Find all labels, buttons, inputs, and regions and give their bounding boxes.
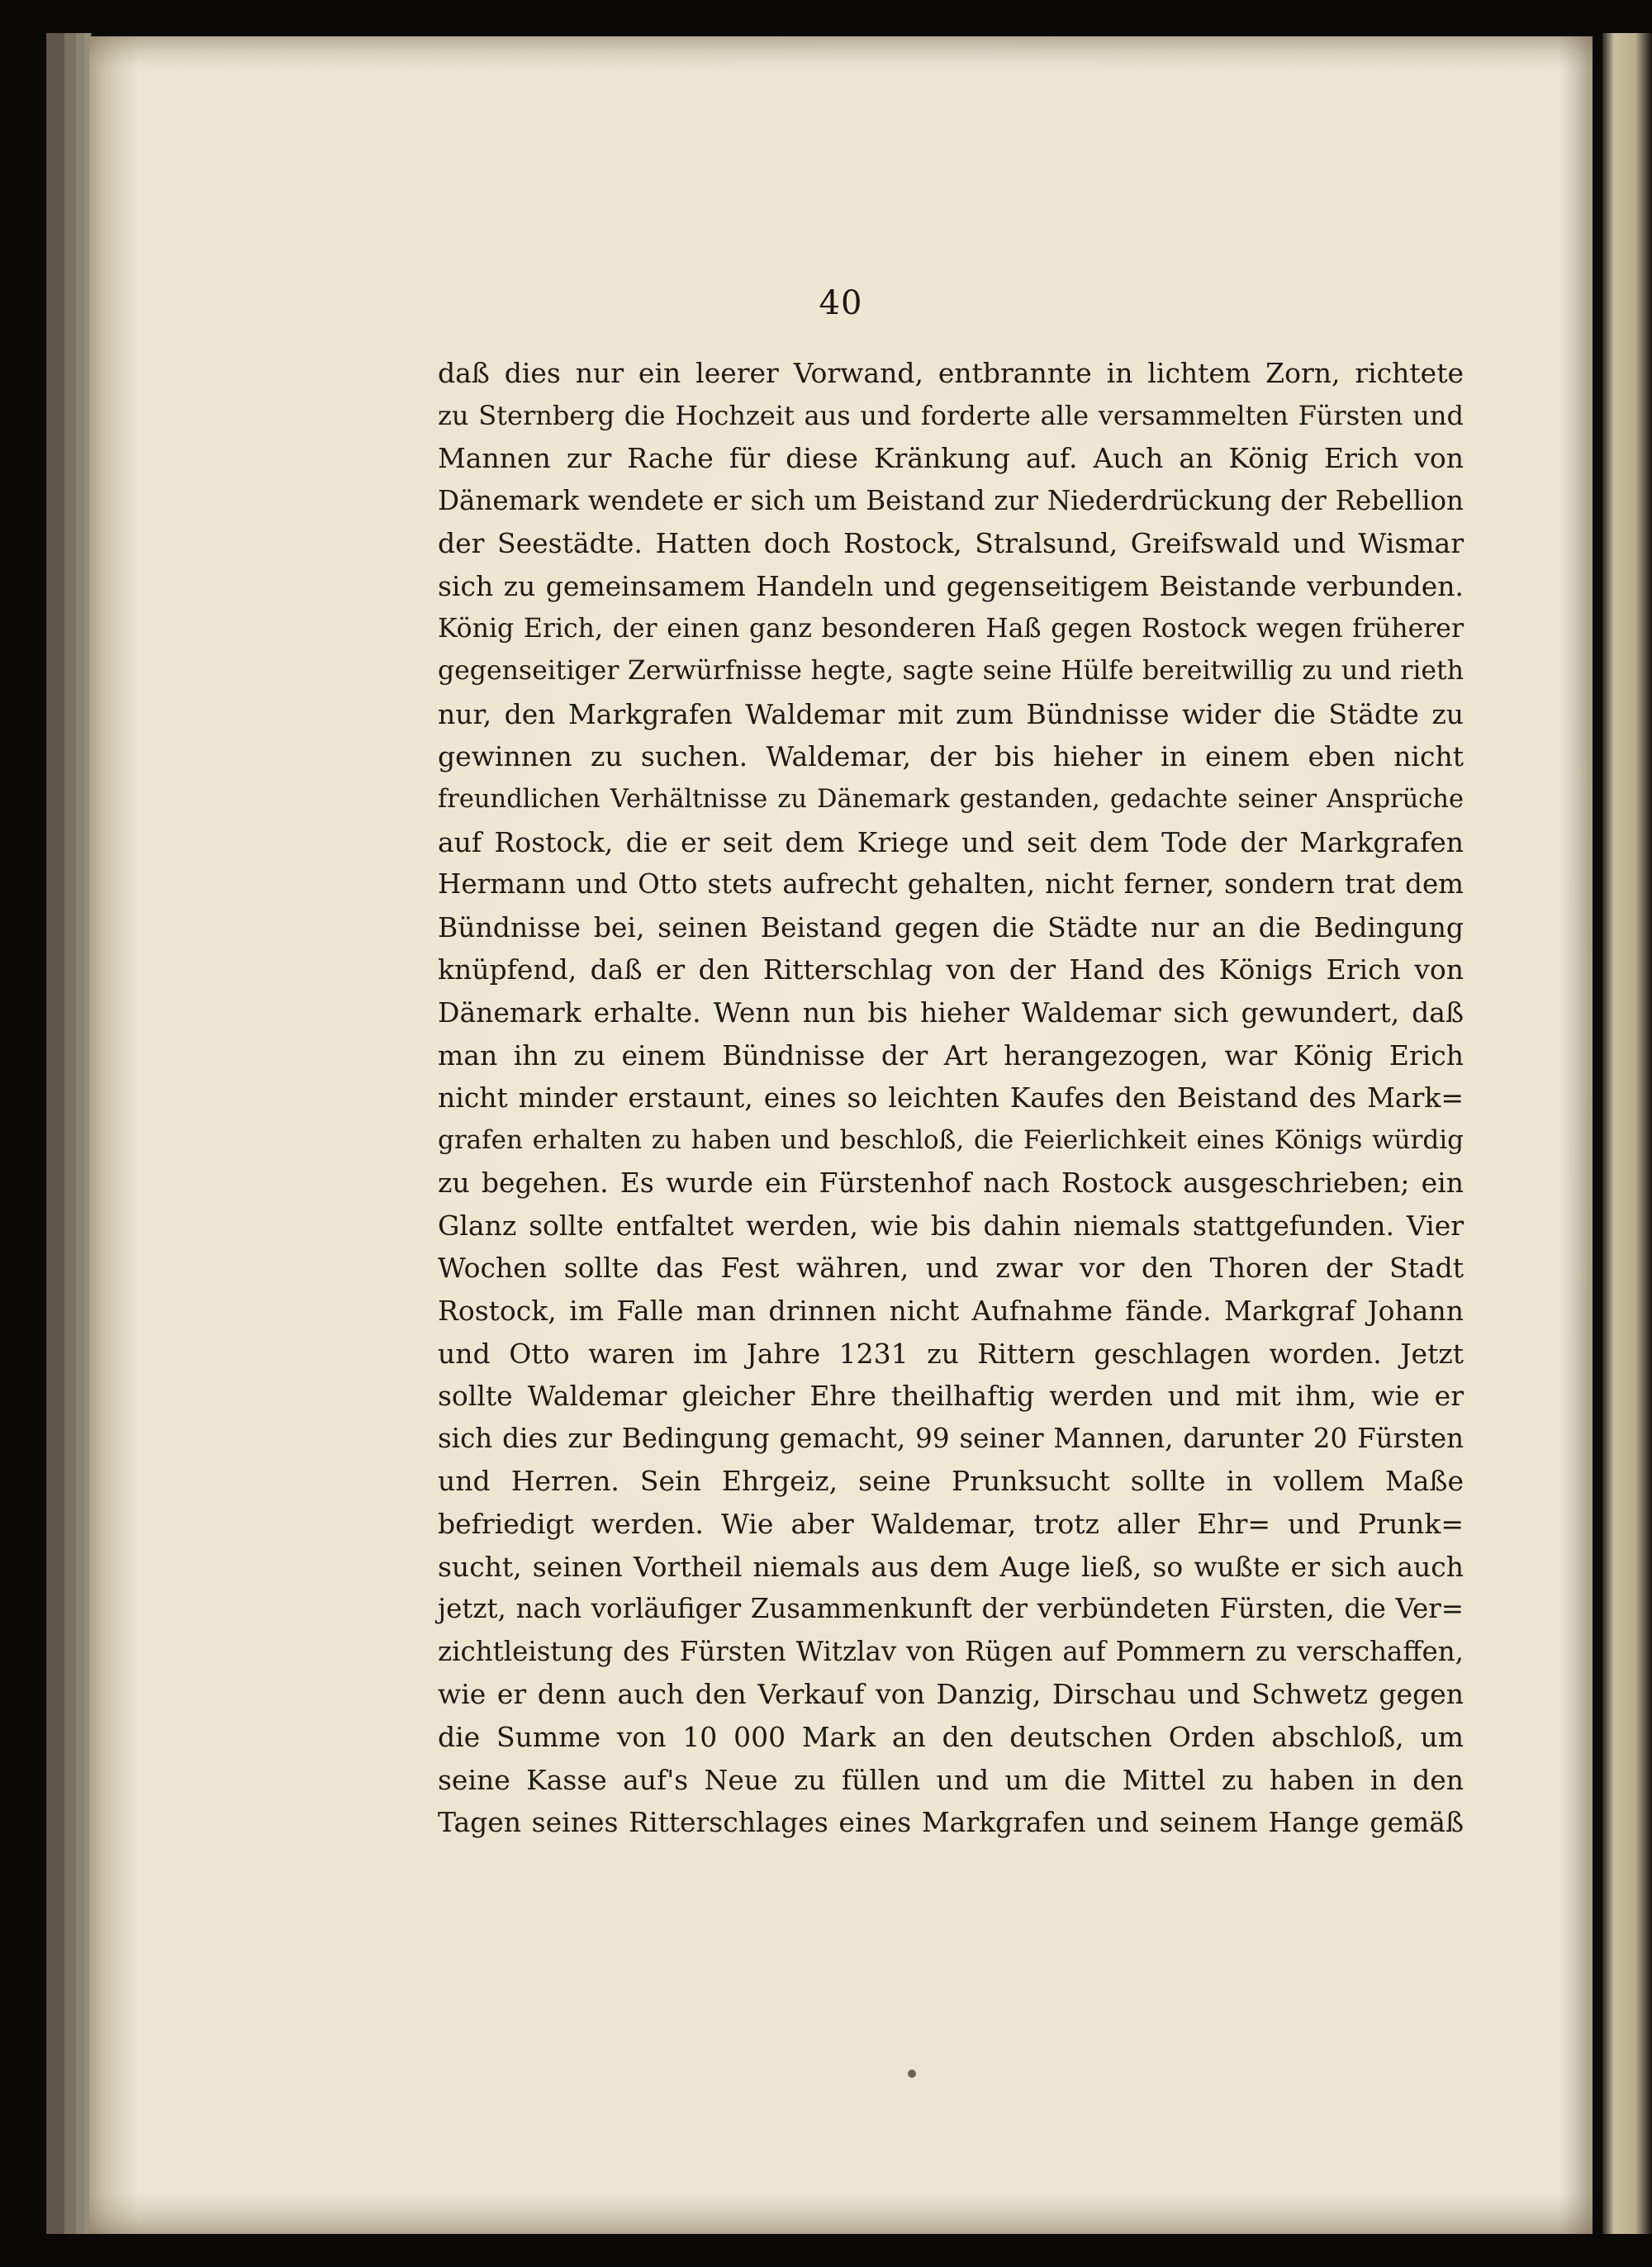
text-line: jetzt, nach vorläufiger Zusammenkunft der verbündeten Fürsten, die Ver= — [438, 1593, 1464, 1625]
body-text — [438, 352, 1464, 1844]
page-number: 40 — [819, 284, 863, 322]
text-line: daß dies nur ein leerer Vorwand, entbrannte in lichtem Zorn, richtete — [438, 357, 1464, 389]
text-line: Dänemark wendete er sich um Beistand zur Niederdrückung der Rebellion — [438, 484, 1464, 516]
facing-page-edge — [1602, 33, 1652, 2234]
ink-speck — [908, 2070, 916, 2078]
text-line: freundlichen Verhältnisse zu Dänemark gestanden, gedachte seiner Ansprüche — [438, 784, 1464, 814]
text-line: Rostock, im Falle man drinnen nicht Aufnahme fände. Markgraf Johann — [438, 1295, 1464, 1328]
paper-page — [89, 36, 1593, 2234]
text-line: zu begehen. Es wurde ein Fürstenhof nach Rostock ausgeschrieben; ein — [438, 1167, 1464, 1200]
text-line: Glanz sollte entfaltet werden, wie bis dahin niemals stattgefunden. Vier — [438, 1209, 1464, 1242]
text-line: sich zu gemeinsamem Handeln und gegenseitigem Beistande verbunden. — [438, 569, 1464, 602]
text-line: sollte Waldemar gleicher Ehre theilhaftig werden und mit ihm, wie er — [438, 1380, 1464, 1413]
text-line: Dänemark erhalte. Wenn nun bis hieher Waldemar sich gewundert, daß — [438, 996, 1464, 1029]
text-line: man ihn zu einem Bündnisse der Art herangezogen, war König Erich — [438, 1038, 1464, 1072]
text-line: Bündnisse bei, seinen Beistand gegen die Städte nur an die Bedingung — [438, 910, 1464, 943]
text-line: sich dies zur Bedingung gemacht, 99 seiner Mannen, darunter 20 Fürsten — [438, 1422, 1464, 1454]
text-line: und Herren. Sein Ehrgeiz, seine Prunksucht sollte in vollem Maße — [438, 1465, 1464, 1498]
text-line: grafen erhalten zu haben und beschloß, die Feierlichkeit eines Königs würdig — [438, 1124, 1464, 1155]
text-line: der Seestädte. Hatten doch Rostock, Stralsund, Greifswald und Wismar — [438, 527, 1464, 560]
page-stack-edge — [46, 33, 66, 2234]
text-line: Wochen sollte das Fest währen, und zwar vor den Thoren der Stadt — [438, 1252, 1464, 1285]
text-line: nicht minder erstaunt, eines so leichten Kaufes den Beistand des Mark= — [438, 1081, 1464, 1114]
text-line: Hermann und Otto stets aufrecht gehalten, nicht ferner, sondern trat dem — [438, 868, 1464, 901]
text-line: gegenseitiger Zerwürfnisse hegte, sagte seine Hülfe bereitwillig zu und rieth — [438, 656, 1464, 687]
text-line: die Summe von 10 000 Mark an den deutschen Orden abschloß, um — [438, 1721, 1464, 1753]
text-line: zichtleistung des Fürsten Witzlav von Rügen auf Pommern zu verschaffen, — [438, 1635, 1464, 1667]
text-line: Tagen seines Ritterschlages eines Markgrafen und seinem Hange gemäß — [438, 1806, 1464, 1839]
text-line: Mannen zur Rache für diese Kränkung auf. Auch an König Erich von — [438, 442, 1464, 475]
text-line: knüpfend, daß er den Ritterschlag von der Hand des Königs Erich von — [438, 953, 1464, 986]
text-line: zu Sternberg die Hochzeit aus und forderte alle versammelten Fürsten und — [438, 399, 1464, 431]
text-line: König Erich, der einen ganz besonderen Haß gegen Rostock wegen früherer — [438, 613, 1464, 644]
text-line: auf Rostock, die er seit dem Kriege und seit dem Tode der Markgrafen — [438, 825, 1464, 858]
text-line: und Otto waren im Jahre 1231 zu Rittern geschlagen worden. Jetzt — [438, 1337, 1464, 1370]
text-line: nur, den Markgrafen Waldemar mit zum Bündnisse wider die Städte zu — [438, 697, 1464, 730]
text-line: sucht, seinen Vortheil niemals aus dem Auge ließ, so wußte er sich auch — [438, 1550, 1464, 1583]
text-line: gewinnen zu suchen. Waldemar, der bis hieher in einem eben nicht — [438, 740, 1464, 773]
text-line: wie er denn auch den Verkauf von Danzig, Dirschau und Schwetz gegen — [438, 1678, 1464, 1711]
text-line: seine Kasse auf's Neue zu füllen und um die Mittel zu haben in den — [438, 1763, 1464, 1796]
text-line: befriedigt werden. Wie aber Waldemar, trotz aller Ehr= und Prunk= — [438, 1508, 1464, 1541]
